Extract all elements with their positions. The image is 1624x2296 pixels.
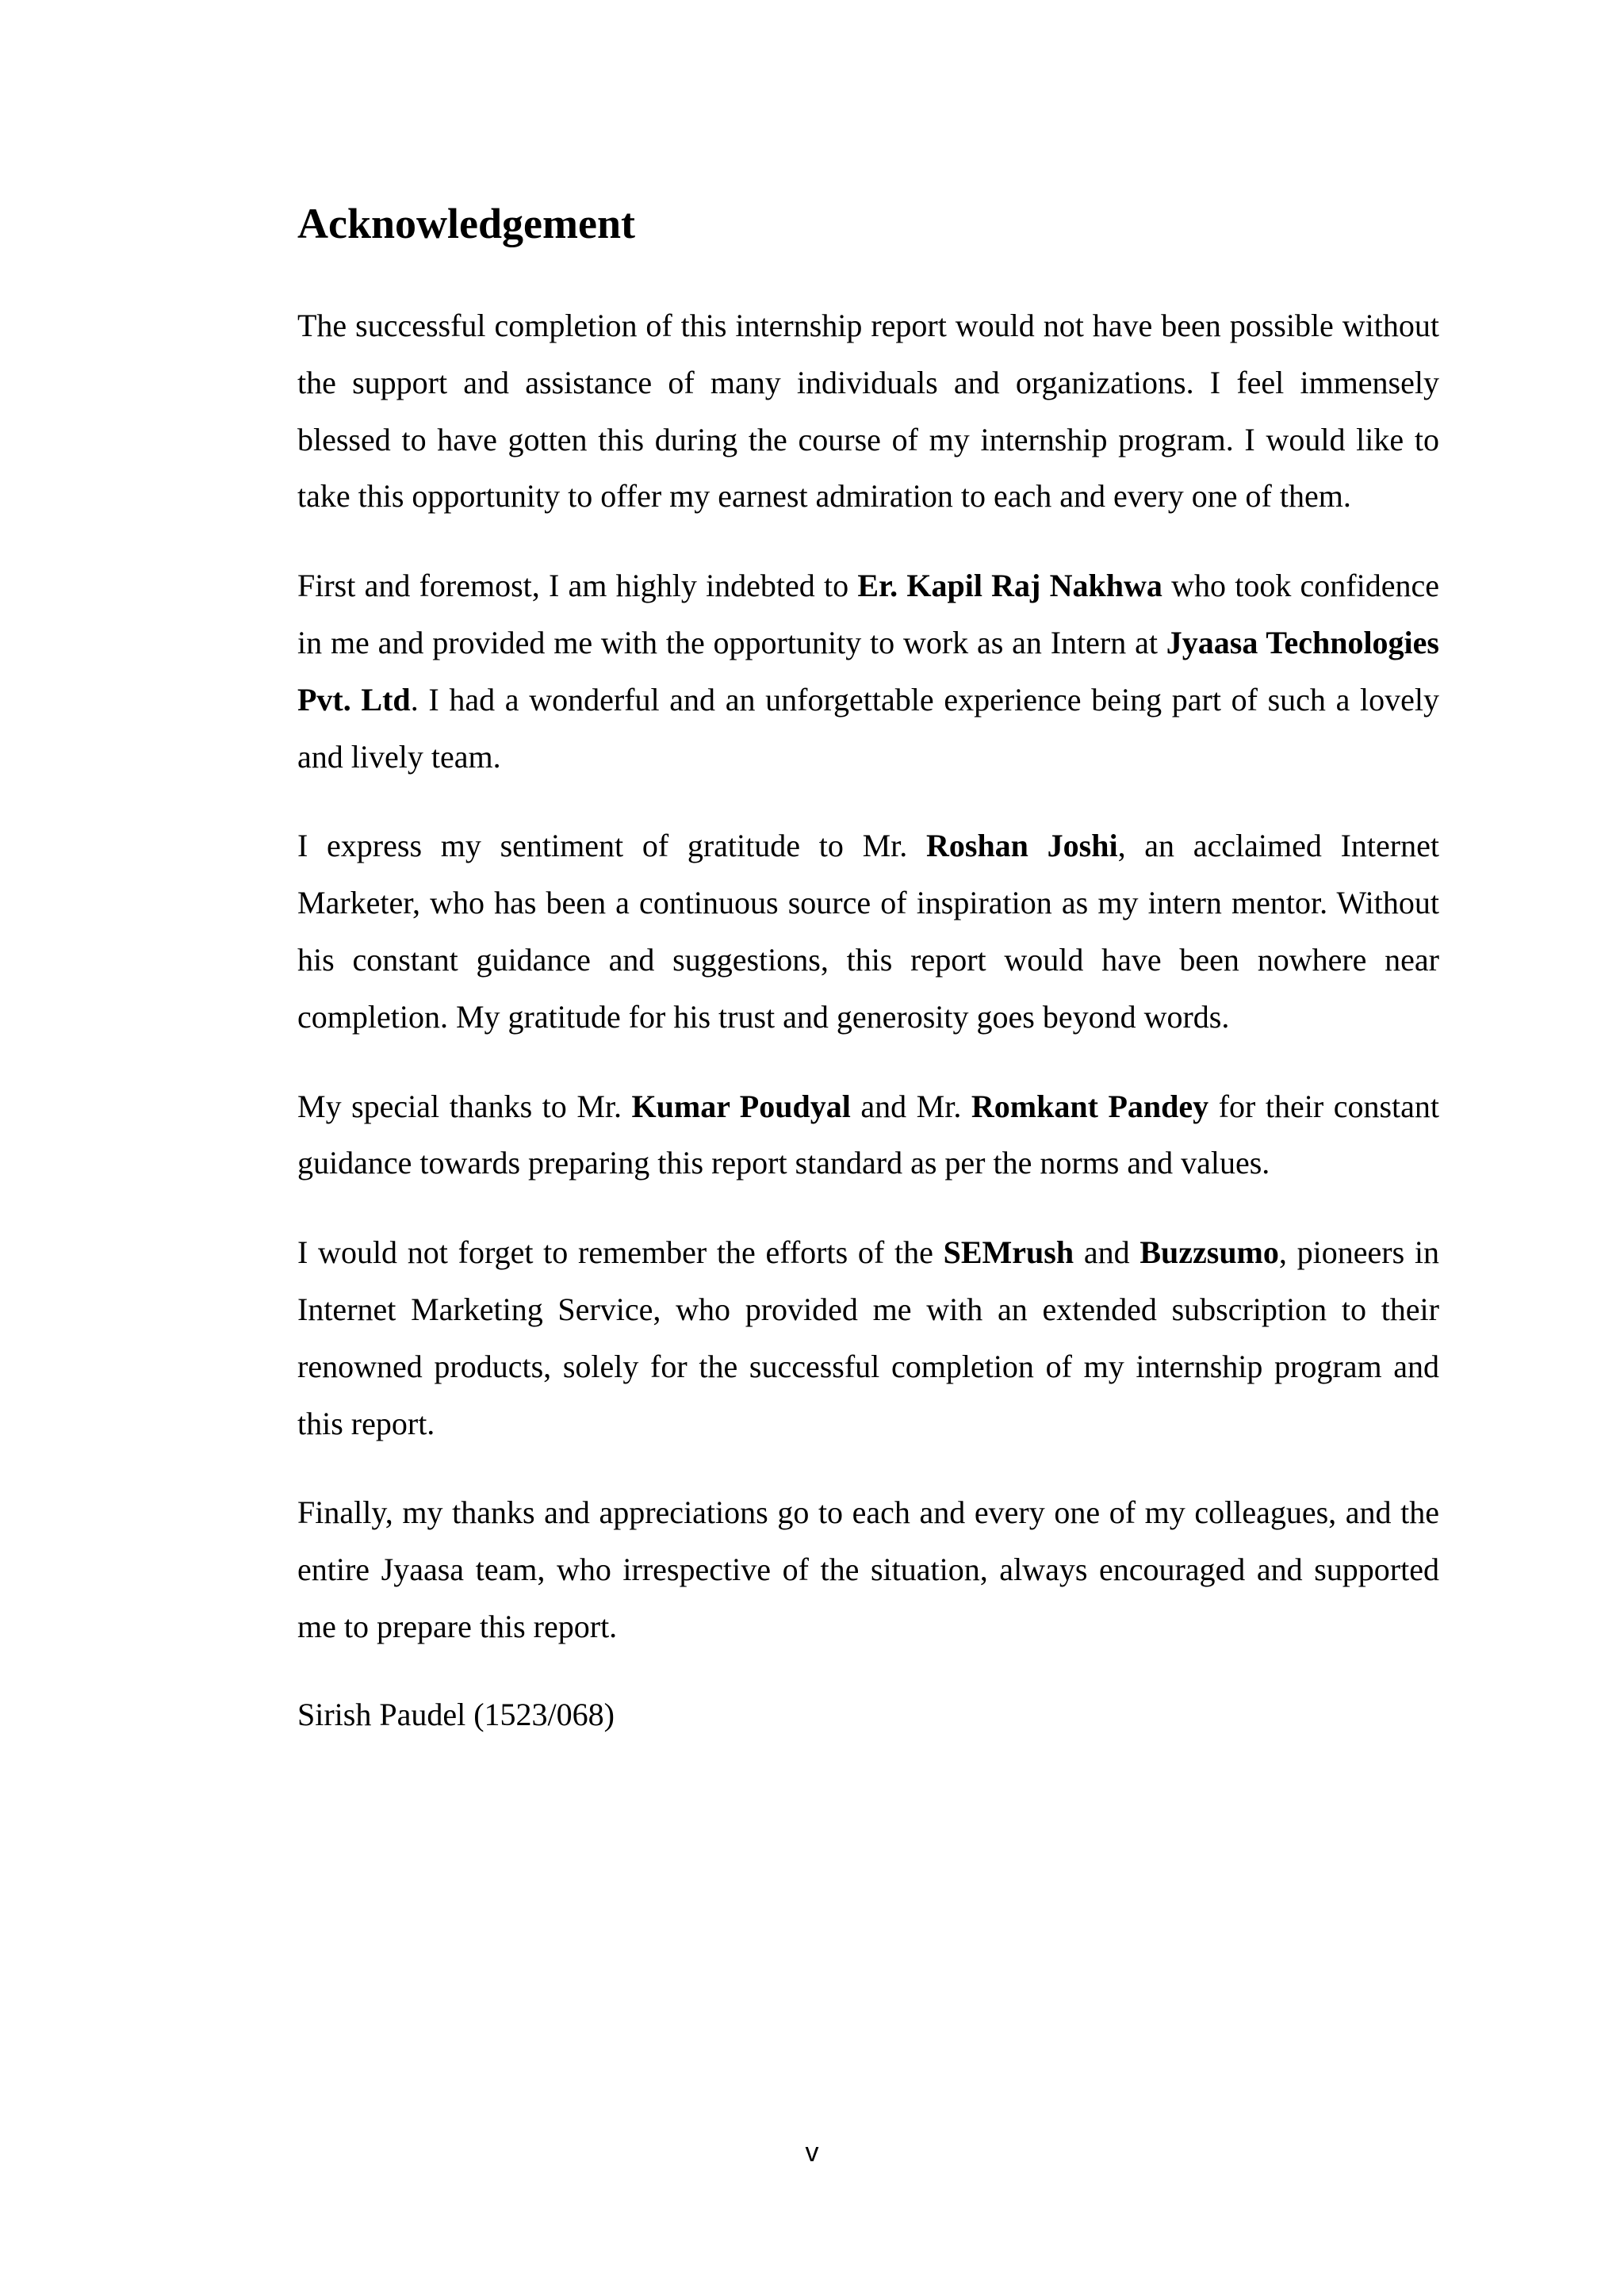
text-run: and: [1074, 1234, 1140, 1271]
text-run: who took confidence in me and provided me with the opportunity to work as an Intern at: [297, 568, 1440, 660]
signature: [297, 1686, 1439, 1743]
text-run: I would not forget to remember the efforts of the: [297, 1234, 944, 1271]
bold-name: Romkant Pandey: [971, 1088, 1209, 1124]
paragraph-supervisor: [297, 557, 1439, 785]
text-run: , an acclaimed Internet Marketer, who has been a continuous source of inspiration as my intern mentor. Without his constant guidance and suggestions, this report would have been nowhere near completion. My gratitude for his trust and generosity goes beyond words.: [297, 828, 1439, 1035]
paragraph-text: Finally, my thanks and appreciations go to each and every one of my colleagues, and the entire Jyaasa team, who irrespective of the situation, always encouraged and supported me to prepare this report.: [297, 1494, 1439, 1644]
text-run: for their constant guidance towards preparing this report standard as per the norms and values.: [297, 1088, 1440, 1181]
page-number: v: [805, 2137, 819, 2168]
text-run: First and foremost, I am highly indebted to: [297, 568, 858, 604]
paragraph-intro: [297, 297, 1439, 525]
paragraph-mentor: [297, 817, 1439, 1045]
text-run: . I had a wonderful and an unforgettable experience being part of such a lovely and lively team.: [297, 681, 1440, 775]
bold-name: Kumar Poudyal: [631, 1088, 851, 1124]
text-run: , pioneers in Internet Marketing Service, who provided me with an extended subscription to their renowned products, solely for the successful completion of my internship program and this report.: [297, 1234, 1439, 1441]
text-run: and Mr.: [850, 1088, 971, 1124]
bold-product: Buzzsumo: [1139, 1234, 1279, 1271]
bold-name: Roshan Joshi: [925, 828, 1118, 864]
bold-company: Jyaasa Technologies Pvt. Ltd: [297, 624, 1439, 718]
heading: Acknowledgement: [297, 200, 635, 247]
paragraph-tools: [297, 1224, 1439, 1452]
bold-product: SEMrush: [943, 1234, 1074, 1271]
bold-name: Er. Kapil Raj Nakhwa: [857, 568, 1162, 604]
text-run: My special thanks to Mr.: [297, 1088, 632, 1124]
text-run: I express my sentiment of gratitude to Mr.: [297, 828, 926, 864]
paragraph-text: The successful completion of this internship report would not have been possible without the support and assistance of many individuals and organizations. I feel immensely blessed to have gotten this during the course of my internship program. I would like to take this opportunity to offer my earnest admiration to each and every one of them.: [297, 308, 1439, 515]
paragraph-special-thanks: [297, 1078, 1439, 1192]
body-text: [297, 297, 1439, 1776]
paragraph-closing: [297, 1484, 1439, 1655]
signature-text: Sirish Paudel (1523/068): [297, 1696, 615, 1732]
